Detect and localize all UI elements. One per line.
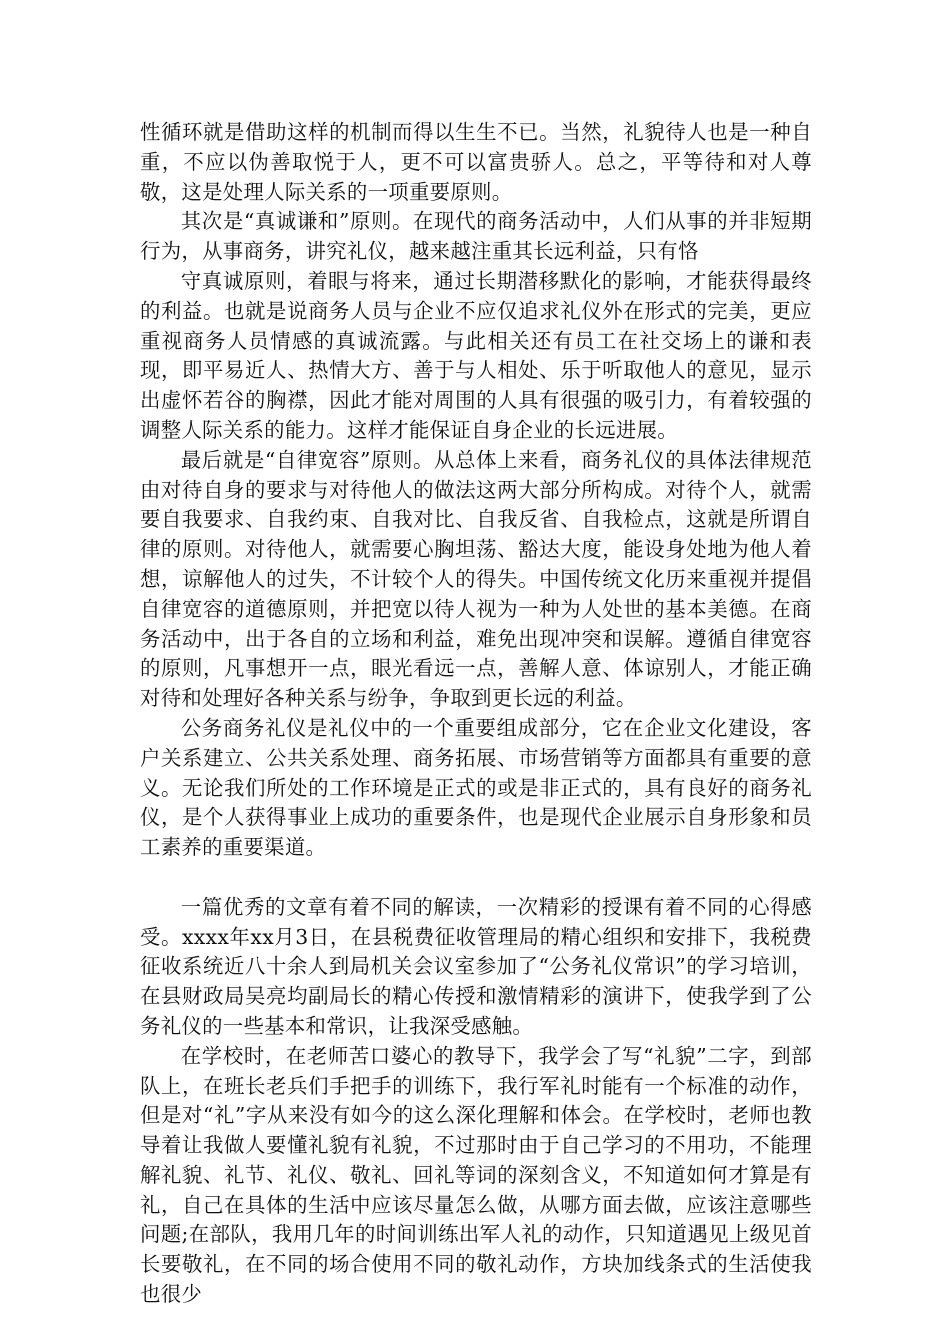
paragraph-business-etiquette: 公务商务礼仪是礼仪中的一个重要组成部分，它在企业文化建设，客户关系建立、公共关系处理、商务拓展、市场营销等方面都具有重要的意义。无论我们所处的工作环境是正式的或是非正式的，具有良好的商务礼仪，是个人获得事业上成功的重要条件，也是现代企业展示自身形象和员工素养的重要渠道。: [140, 715, 812, 860]
paragraph-sincerity-continued: 守真诚原则，着眼与将来，通过长期潜移默化的影响，才能获得最终的利益。也就是说商务人员与企业不应仅追求礼仪外在形式的完美，更应重视商务人员情感的真诚流露。与此相关还有员工在社交场上的谦和表现，即平易近人、热情大方、善于与人相处、乐于听取他人的意见，显示出虚怀若谷的胸襟，因此才能对周围的人具有很强的吸引力，有着较强的调整人际关系的能力。这样才能保证自身企业的长远进展。: [140, 268, 812, 442]
paragraph-school-and-army: 在学校时，在老师苦口婆心的教导下，我学会了写“礼貌”二字，到部队上，在班长老兵们手把手的训练下，我行军礼时能有一个标准的动作，但是对“礼”字从来没有如今的这么深化理解和体会。在学校时，老师也教导着让我做人要懂礼貌有礼貌，不过那时由于自己学习的不用功，不能理解礼貌、礼节、礼仪、敬礼、回礼等词的深刻含义，不知道如何才算是有礼，自己在具体的生活中应该尽量怎么做，从哪方面去做，应该注意哪些问题;在部队，我用几年的时间训练出军人礼的动作，只知道遇见上级见首长要敬礼，在不同的场合使用不同的敬礼动作，方块加线条式的生活使我也很少: [140, 1043, 812, 1307]
paragraph-sincerity-principle: 其次是“真诚谦和”原则。在现代的商务活动中，人们从事的并非短期行为，从事商务，讲究礼仪，越来越注重其长远利益，只有恪: [140, 209, 812, 264]
paragraph-gap: [140, 863, 812, 893]
document-page: [140, 118, 812, 1310]
paragraph-self-discipline-principle: 最后就是“自律宽容”原则。从总体上来看，商务礼仪的具体法律规范由对待自身的要求与对待他人的做法这两大部分所构成。对待个人，就需要自我要求、自我约束、自我对比、自我反省、自我检点，这就是所谓自律的原则。对待他人，就需要心胸坦荡、豁达大度，能设身处地为他人着想，谅解他人的过失，不计较个人的得失。中国传统文化历来重视并提倡自律宽容的道德原则，并把宽以待人视为一种为人处世的基本美德。在商务活动中，出于各自的立场和利益，难免出现冲突和误解。遵循自律宽容的原则，凡事想开一点，眼光看远一点，善解人意、体谅别人，才能正确对待和处理好各种关系与纷争，争取到更长远的利益。: [140, 447, 812, 711]
paragraph-training-intro: 一篇优秀的文章有着不同的解读，一次精彩的授课有着不同的心得感受。xxxx年xx月3日，在县税费征收管理局的精心组织和安排下，我税费征收系统近八十余人到局机关会议室参加了“公务礼仪常识”的学习培训，在县财政局吴亮均副局长的精心传授和激情精彩的演讲下，使我学到了公务礼仪的一些基本和常识，让我深受感触。: [140, 894, 812, 1038]
paragraph-continuation: 性循环就是借助这样的机制而得以生生不已。当然，礼貌待人也是一种自重，不应以伪善取悦于人，更不可以富贵骄人。总之，平等待和对人尊敬，这是处理人际关系的一项重要原则。: [140, 120, 812, 204]
